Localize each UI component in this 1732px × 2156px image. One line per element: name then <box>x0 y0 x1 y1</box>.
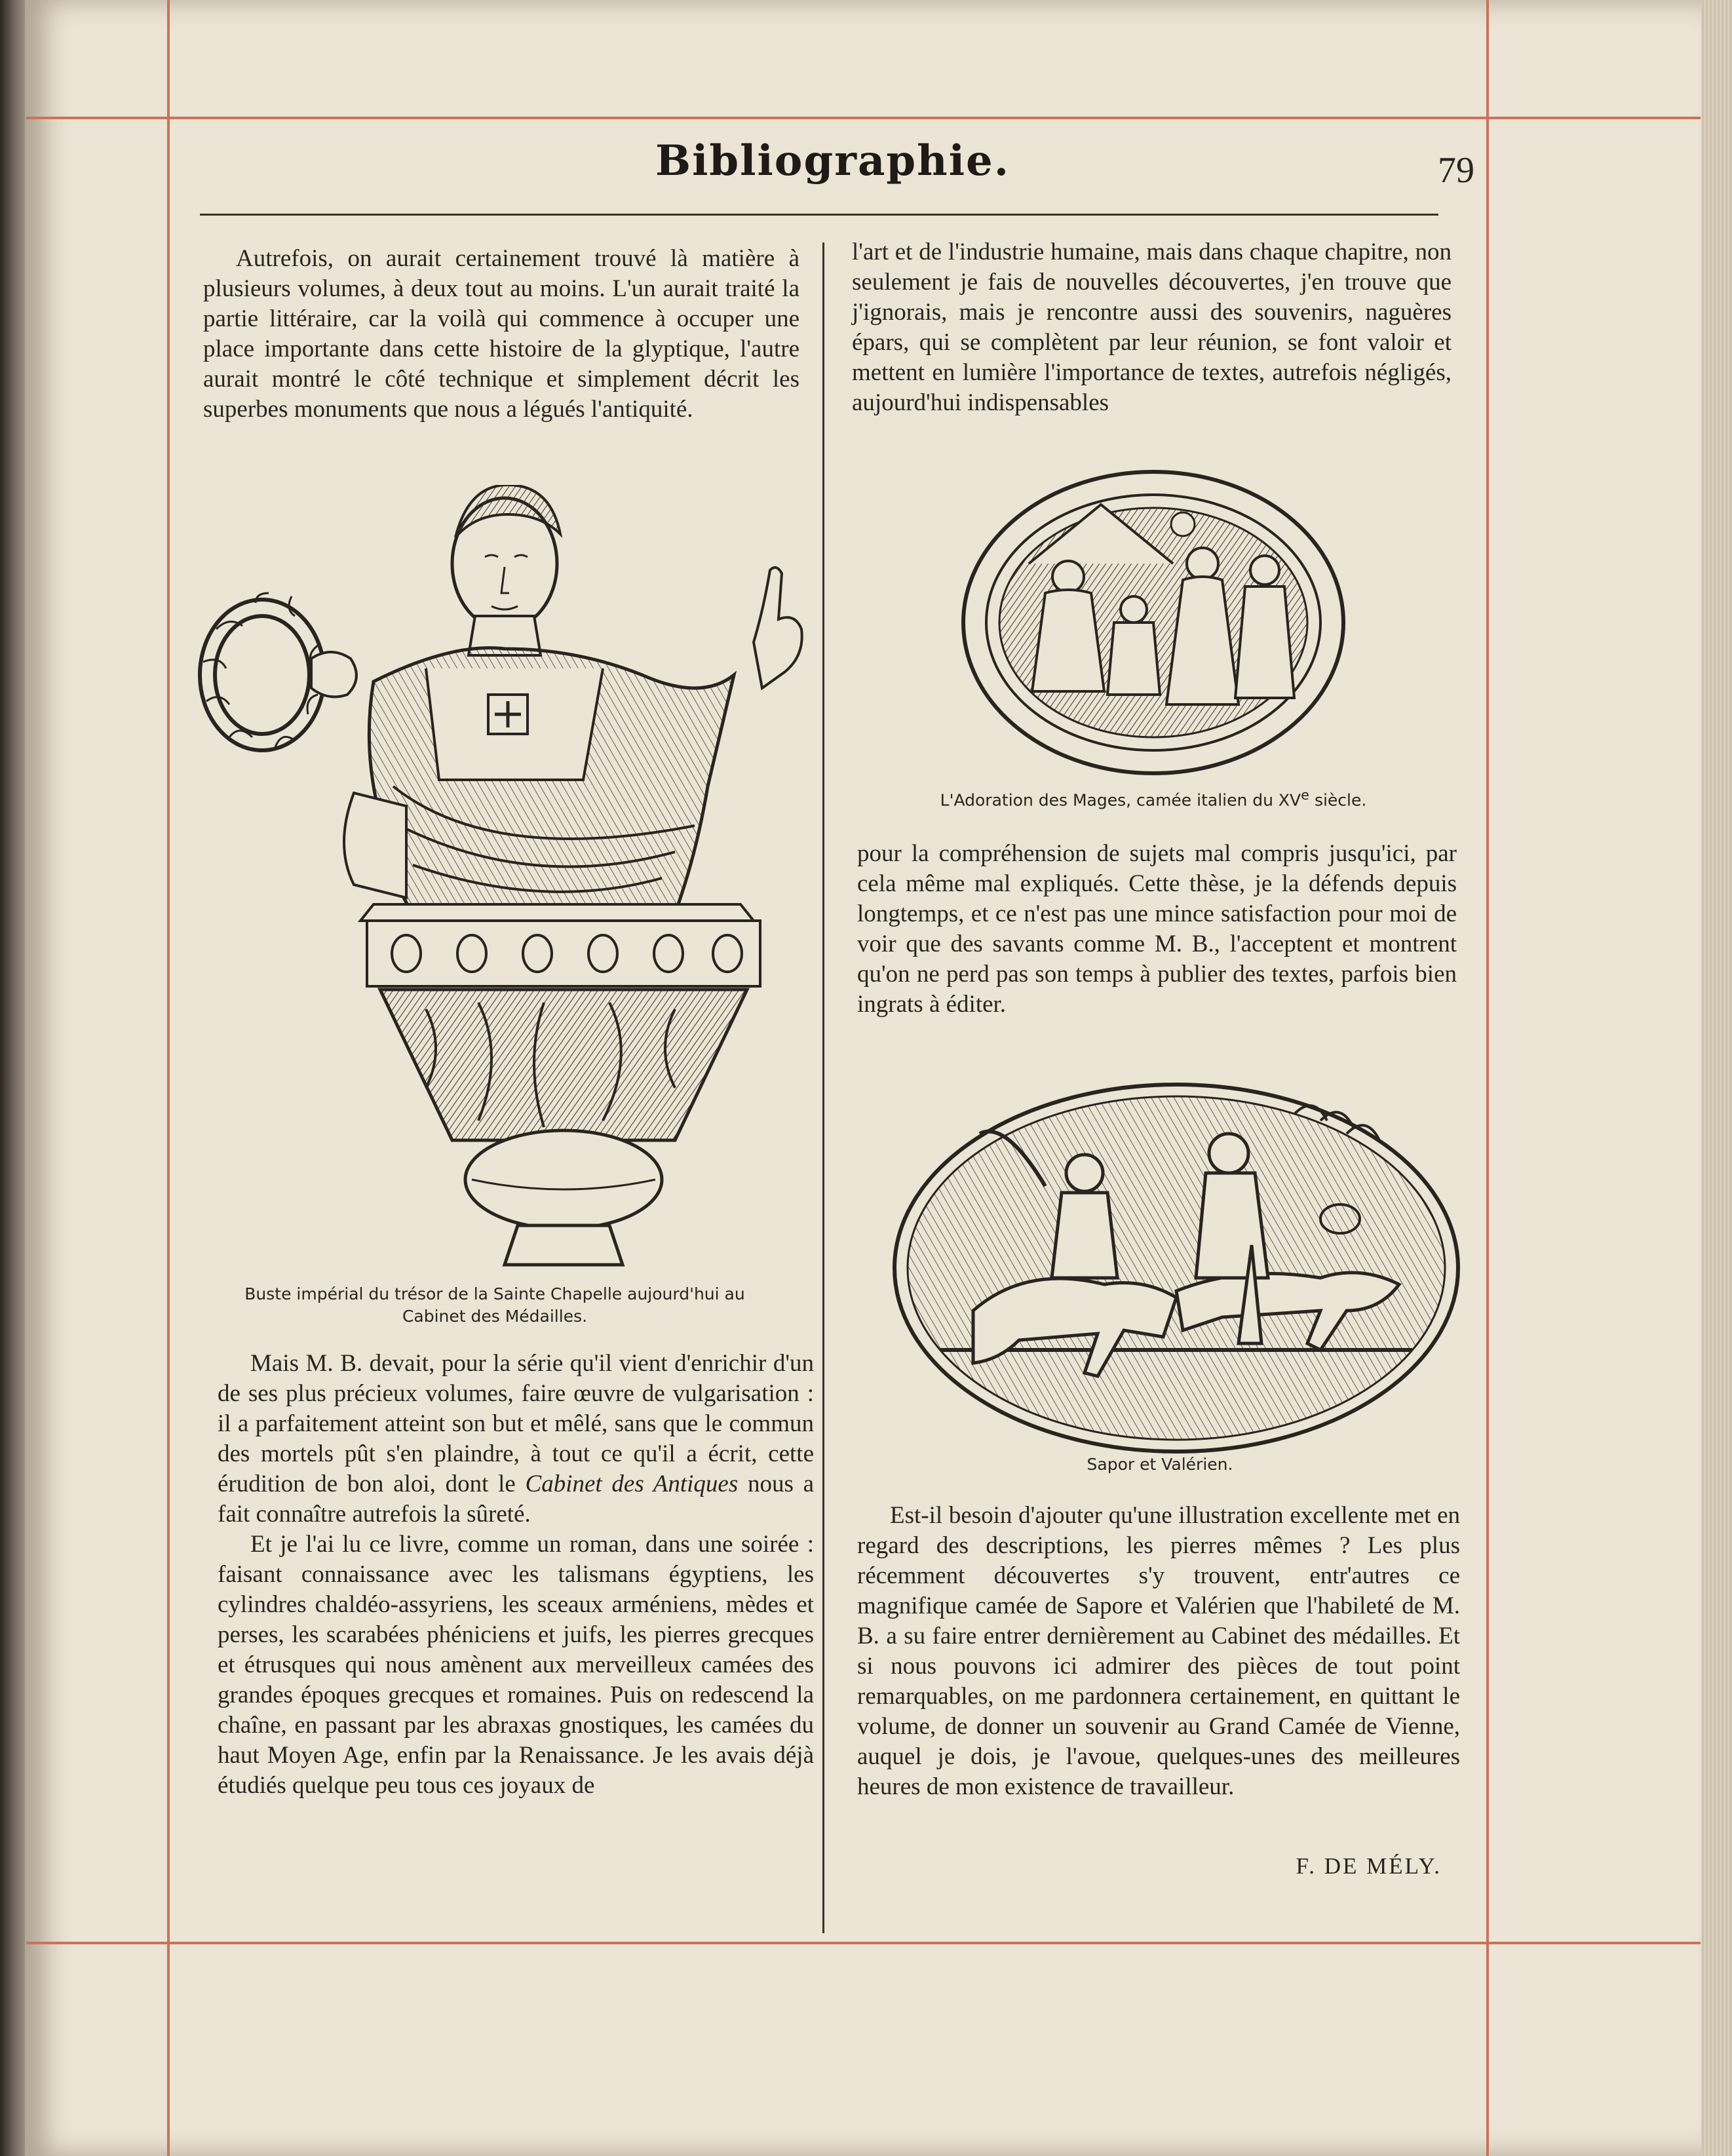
right-continuation-2 <box>857 839 1457 1020</box>
paragraph-2-text: Mais M. B. devait, pour la série qu'il vient d'enrichir d'un de ses plus précieux volumes, faire œuvre de vulgarisation : il a parfaitement atteint son but et mêlé, sans que le commun des mortels pût s'en plaindre, à tout ce qu'il a écrit, cette érudition de bon aloi, dont le <box>218 1350 814 1497</box>
sapor-valerian-engraving <box>888 1075 1465 1461</box>
frame-rule-left <box>167 0 170 2156</box>
bust-caption: Buste impérial du trésor de la Sainte Chapelle aujourd'hui au Cabinet des Médailles. <box>244 1284 745 1326</box>
century-superscript: e <box>1301 787 1309 803</box>
frame-rule-bottom <box>26 1942 1701 1944</box>
intro-paragraph-text: Autrefois, on aurait certainement trouvé là matière à plusieurs volumes, à deux tout au moins. L'un aurait traité la partie littéraire, car la voilà qui commence à occuper une place importante dans cette histoire de la glyptique, l'autre aurait montré le côté technique et simplement décrit les superbes monuments que nous a légués l'antiquité. <box>203 245 799 423</box>
adoration-caption-text: L'Adoration des Mages, camée italien du XV <box>940 790 1301 810</box>
header-rule <box>200 214 1438 216</box>
paragraph-2 <box>218 1349 814 1530</box>
column-divider <box>822 242 824 1933</box>
paragraph-3: Et je l'ai lu ce livre, comme un roman, dans une soirée : faisant connaissance avec les talismans égyptiens, les cylindres chaldéo-assyriens, les sceaux arméniens, mèdes et perses, les scarabées phéniciens et juifs, les pierres grecques et étrusques qui nous amènent aux merveilleux camées des grandes époques grecques et romaines. Puis on redescend la chaîne, en passant par les abraxas gnostiques, les camées du haut Moyen Age, enfin par la Renaissance. Je les avais déjà étudiés quelque peu tous ces joyaux de <box>218 1531 814 1799</box>
cabinet-des-antiques-title: Cabinet des Antiques <box>525 1471 739 1497</box>
adoration-caption-end: siècle. <box>1309 790 1367 810</box>
left-body-text <box>218 1349 814 1801</box>
right-continuation-1 <box>852 237 1452 418</box>
adoration-cameo-engraving <box>957 465 1350 780</box>
sapor-valerian-caption: Sapor et Valérien. <box>1087 1455 1233 1474</box>
imperial-bust-illustration <box>177 485 819 1271</box>
intro-paragraph <box>203 244 799 425</box>
frame-rule-right <box>1486 0 1489 2156</box>
adoration-cameo-illustration <box>957 465 1350 780</box>
continuation-1-text: l'art et de l'industrie humaine, mais dans chaque chapitre, non seulement je fais de nouvelles découvertes, j'en trouve que j'ignorais, mais je rencontre aussi des souvenirs, naguères épars, qui se complètent par leur réunion, se font valoir et mettent en lumière l'importance de textes, autrefois négligés, aujourd'hui indispensables <box>852 239 1452 416</box>
paragraph-2-end: nous a fait connaître autrefois la sûreté. <box>218 1471 814 1528</box>
page-fore-edge <box>1701 0 1732 2156</box>
frame-rule-top <box>26 117 1701 119</box>
continuation-2-text: pour la compréhension de sujets mal compris jusqu'ici, par cela même mal expliqués. Cette thèse, je la défends depuis longtemps, et ce n'est pas une mince satisfaction pour moi de voir que des savants comme M. B., l'acceptent et montrent qu'on ne perd pas son temps à publier des textes, parfois bien ingrats à éditer. <box>857 840 1457 1018</box>
page-number: 79 <box>1438 150 1474 191</box>
adoration-caption <box>872 784 1435 811</box>
final-paragraph-text: Est-il besoin d'ajouter qu'une illustration excellente met en regard des descriptions, les pierres mêmes ? Les plus récemment découvertes s'y trouvent, entr'autres ce magnifique camée de Sapore et Valérien que l'habileté de M. B. a su faire entrer dernièrement au Cabinet des médailles. Et si nous pouvons ici admirer des pièces de tout point remarquables, on me pardonnera certainement, en quittant le volume, de donner un souvenir au Grand Camée de Vienne, auquel je dois, je l'avoue, quelques-unes des meilleures heures de mon existence de travailleur. <box>857 1502 1460 1800</box>
final-paragraph <box>857 1501 1460 1802</box>
author-signature: F. DE MÉLY. <box>1296 1853 1442 1879</box>
sapor-valerian-cameo-illustration <box>888 1075 1465 1461</box>
running-title: Bibliographie. <box>655 136 1010 185</box>
bust-engraving <box>177 485 819 1271</box>
